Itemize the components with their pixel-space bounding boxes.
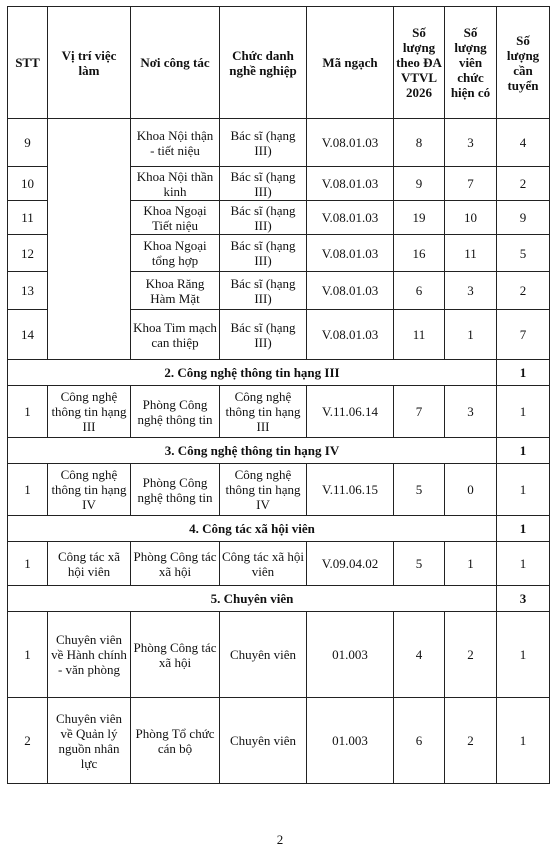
cell-noi-cong-tac: Khoa Răng Hàm Mặt: [131, 272, 220, 310]
cell-chuc-danh: Chuyên viên: [220, 698, 307, 784]
cell-ma-ngach: V.08.01.03: [307, 310, 394, 360]
cell-vi-tri: Công tác xã hội viên: [48, 542, 131, 586]
cell-stt: 11: [8, 201, 48, 235]
cell-stt: 1: [8, 386, 48, 438]
header-noi-cong-tac: Nơi công tác: [131, 7, 220, 119]
cell-sl-can-tuyen: 4: [497, 119, 550, 167]
cell-chuc-danh: Bác sĩ (hạng III): [220, 167, 307, 201]
cell-sl-theo-da: 5: [394, 464, 445, 516]
cell-chuc-danh: Chuyên viên: [220, 612, 307, 698]
cell-ma-ngach: 01.003: [307, 612, 394, 698]
cell-sl-can-tuyen: 1: [497, 698, 550, 784]
cell-sl-hien-co: 3: [445, 386, 497, 438]
cell-sl-theo-da: 8: [394, 119, 445, 167]
cell-sl-theo-da: 5: [394, 542, 445, 586]
table-row: [8, 612, 550, 698]
cell-sl-hien-co: 10: [445, 201, 497, 235]
recruitment-table: [7, 6, 550, 784]
cell-sl-hien-co: 11: [445, 235, 497, 272]
cell-sl-theo-da: 7: [394, 386, 445, 438]
section-row: [8, 516, 550, 542]
cell-stt: 10: [8, 167, 48, 201]
cell-sl-theo-da: 11: [394, 310, 445, 360]
page-number: 2: [276, 832, 284, 847]
cell-ma-ngach: V.11.06.14: [307, 386, 394, 438]
cell-chuc-danh: Bác sĩ (hạng III): [220, 119, 307, 167]
cell-noi-cong-tac: Khoa Ngoại tổng hợp: [131, 235, 220, 272]
cell-vi-tri: Công nghệ thông tin hạng IV: [48, 464, 131, 516]
cell-sl-hien-co: 3: [445, 119, 497, 167]
section-title: 5. Chuyên viên: [8, 586, 497, 612]
cell-sl-theo-da: 19: [394, 201, 445, 235]
cell-sl-hien-co: 0: [445, 464, 497, 516]
cell-sl-can-tuyen: 5: [497, 235, 550, 272]
header-stt: STT: [8, 7, 48, 119]
cell-noi-cong-tac: Phòng Công nghệ thông tin: [131, 386, 220, 438]
cell-chuc-danh: Bác sĩ (hạng III): [220, 272, 307, 310]
cell-noi-cong-tac: Khoa Nội thận - tiết niệu: [131, 119, 220, 167]
header-sl-hien-co: Số lượng viên chức hiện có: [445, 7, 497, 119]
cell-vi-tri: Chuyên viên về Hành chính - văn phòng: [48, 612, 131, 698]
cell-sl-theo-da: 6: [394, 272, 445, 310]
cell-vi-tri: Công nghệ thông tin hạng III: [48, 386, 131, 438]
cell-ma-ngach: V.08.01.03: [307, 235, 394, 272]
cell-sl-hien-co: 2: [445, 698, 497, 784]
section-title: 2. Công nghệ thông tin hạng III: [8, 360, 497, 386]
table-row: [8, 542, 550, 586]
cell-stt: 12: [8, 235, 48, 272]
cell-chuc-danh: Bác sĩ (hạng III): [220, 235, 307, 272]
header-vi-tri: Vị trí việc làm: [48, 7, 131, 119]
cell-stt: 1: [8, 542, 48, 586]
section-title: 4. Công tác xã hội viên: [8, 516, 497, 542]
cell-sl-hien-co: 1: [445, 542, 497, 586]
cell-sl-theo-da: 4: [394, 612, 445, 698]
header-chuc-danh: Chức danh nghề nghiệp: [220, 7, 307, 119]
cell-sl-can-tuyen: 1: [497, 386, 550, 438]
cell-sl-can-tuyen: 9: [497, 201, 550, 235]
cell-ma-ngach: 01.003: [307, 698, 394, 784]
cell-sl-theo-da: 16: [394, 235, 445, 272]
section-total: 3: [497, 586, 550, 612]
cell-sl-hien-co: 7: [445, 167, 497, 201]
header-sl-can-tuyen: Số lượng cần tuyển: [497, 7, 550, 119]
cell-stt: 2: [8, 698, 48, 784]
cell-ma-ngach: V.08.01.03: [307, 272, 394, 310]
table-row: [8, 386, 550, 438]
cell-noi-cong-tac: Phòng Tổ chức cán bộ: [131, 698, 220, 784]
section-row: [8, 586, 550, 612]
cell-stt: 9: [8, 119, 48, 167]
cell-ma-ngach: V.08.01.03: [307, 119, 394, 167]
cell-ma-ngach: V.11.06.15: [307, 464, 394, 516]
table-row: [8, 119, 550, 167]
cell-ma-ngach: V.08.01.03: [307, 201, 394, 235]
cell-sl-can-tuyen: 1: [497, 612, 550, 698]
cell-sl-theo-da: 6: [394, 698, 445, 784]
cell-ma-ngach: V.08.01.03: [307, 167, 394, 201]
section-total: 1: [497, 360, 550, 386]
section-row: [8, 360, 550, 386]
section-row: [8, 438, 550, 464]
cell-sl-can-tuyen: 1: [497, 542, 550, 586]
cell-vi-tri: Chuyên viên về Quản lý nguồn nhân lực: [48, 698, 131, 784]
cell-stt: 1: [8, 612, 48, 698]
section-title: 3. Công nghệ thông tin hạng IV: [8, 438, 497, 464]
cell-sl-can-tuyen: 2: [497, 167, 550, 201]
cell-chuc-danh: Bác sĩ (hạng III): [220, 201, 307, 235]
cell-noi-cong-tac: Phòng Công tác xã hội: [131, 612, 220, 698]
header-sl-theo-da: Số lượng theo ĐA VTVL 2026: [394, 7, 445, 119]
cell-noi-cong-tac: Khoa Tim mạch can thiệp: [131, 310, 220, 360]
table-header-row: [8, 7, 550, 119]
cell-vi-tri-merged: [48, 119, 131, 360]
section-total: 1: [497, 516, 550, 542]
table-row: [8, 698, 550, 784]
cell-stt: 13: [8, 272, 48, 310]
cell-chuc-danh: Công nghệ thông tin hạng III: [220, 386, 307, 438]
cell-stt: 1: [8, 464, 48, 516]
cell-sl-theo-da: 9: [394, 167, 445, 201]
header-ma-ngach: Mã ngạch: [307, 7, 394, 119]
cell-noi-cong-tac: Khoa Nội thần kinh: [131, 167, 220, 201]
cell-sl-hien-co: 1: [445, 310, 497, 360]
cell-sl-can-tuyen: 1: [497, 464, 550, 516]
table-row: [8, 464, 550, 516]
cell-noi-cong-tac: Khoa Ngoại Tiết niệu: [131, 201, 220, 235]
cell-chuc-danh: Bác sĩ (hạng III): [220, 310, 307, 360]
cell-stt: 14: [8, 310, 48, 360]
cell-sl-can-tuyen: 7: [497, 310, 550, 360]
cell-sl-hien-co: 3: [445, 272, 497, 310]
cell-sl-hien-co: 2: [445, 612, 497, 698]
cell-ma-ngach: V.09.04.02: [307, 542, 394, 586]
cell-chuc-danh: Công tác xã hội viên: [220, 542, 307, 586]
cell-sl-can-tuyen: 2: [497, 272, 550, 310]
section-total: 1: [497, 438, 550, 464]
cell-noi-cong-tac: Phòng Công tác xã hội: [131, 542, 220, 586]
cell-chuc-danh: Công nghệ thông tin hạng IV: [220, 464, 307, 516]
cell-noi-cong-tac: Phòng Công nghệ thông tin: [131, 464, 220, 516]
